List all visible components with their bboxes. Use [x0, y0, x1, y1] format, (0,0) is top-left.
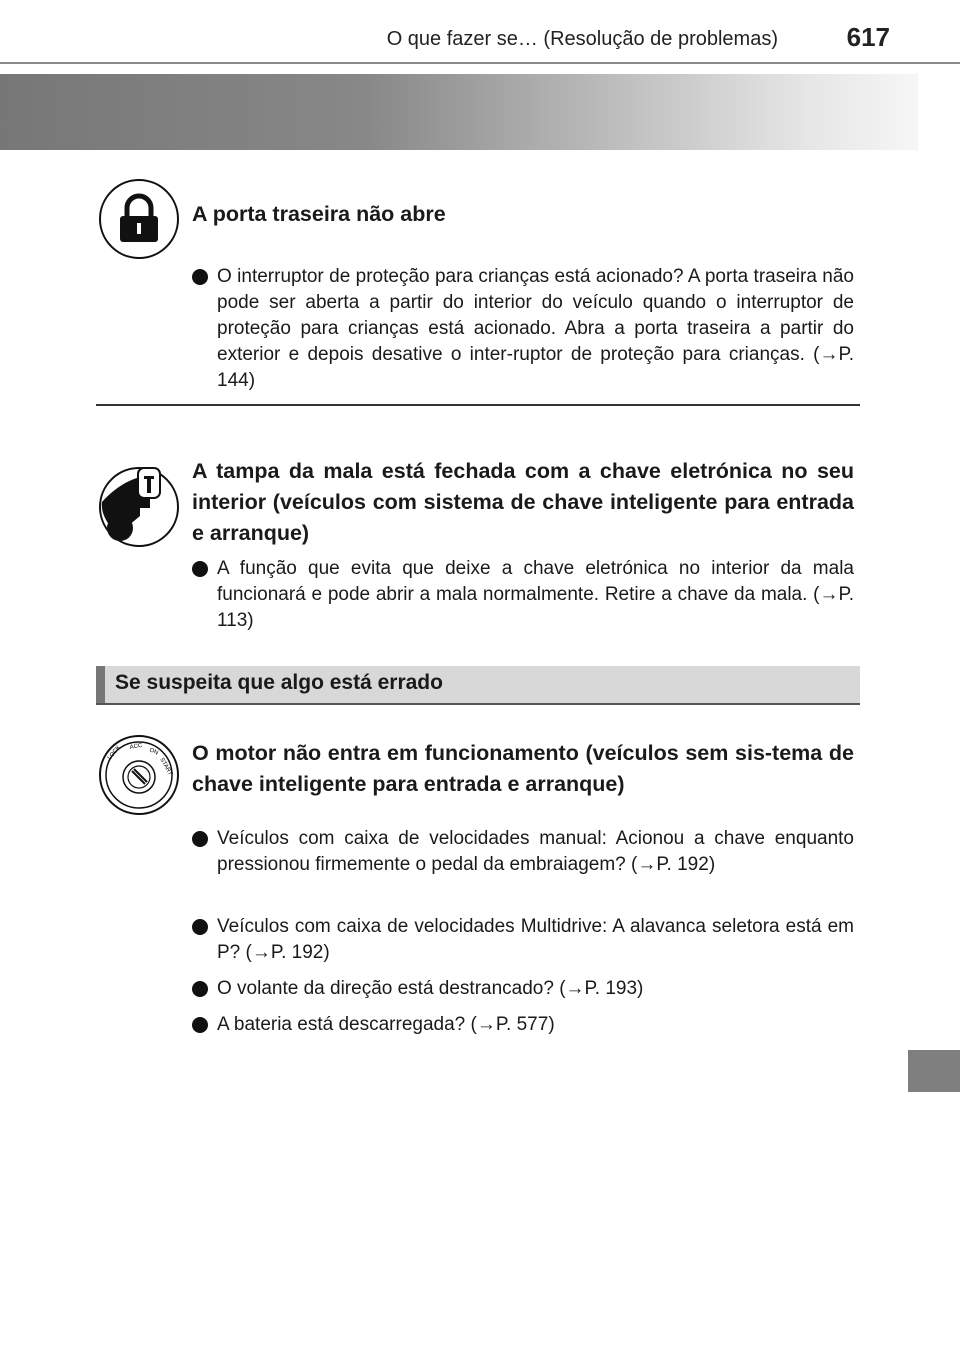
- section-heading-rear-door: A porta traseira não abre: [192, 202, 446, 226]
- list-item: [192, 1012, 854, 1038]
- ignition-label-lock: LOCK: [106, 744, 123, 762]
- header-rule: [0, 62, 960, 64]
- list-item: [192, 914, 854, 966]
- bullet-dot: [192, 269, 208, 285]
- bullet-dot: [192, 561, 208, 577]
- chapter-side-tab: [908, 1050, 960, 1092]
- ignition-label-start: START: [158, 757, 174, 777]
- list-item: [192, 556, 854, 634]
- ignition-switch-icon: [98, 734, 180, 816]
- page-number: 617: [846, 22, 890, 52]
- lock-icon: [98, 178, 180, 260]
- bullet-dot: [192, 831, 208, 847]
- subsection-band-marker: [96, 666, 105, 703]
- bullet-dot: [192, 981, 208, 997]
- bullet-dot: [192, 919, 208, 935]
- running-header-title: O que fazer se… (Resolução de problemas): [386, 28, 778, 50]
- list-item-text: Veículos com caixa de velocidades manual: Acionou a chave enquanto pressionou firmemente o pedal da embraiagem? (→P. 192): [217, 828, 854, 875]
- section-heading-trunk-key: A tampa da mala está fechada com a chave eletrónica no seu interior (veículos com sistema de chave inteligente para entrada e arranque): [192, 459, 854, 545]
- ignition-label-on: ON: [148, 747, 159, 757]
- list-item-text: A bateria está descarregada? (→P. 577): [217, 1014, 555, 1035]
- ignition-label-acc: ACC: [129, 742, 143, 751]
- list-item-text: O interruptor de proteção para crianças está acionado? A porta traseira não pode ser aberta a partir do interior do veículo quando o interruptor de proteção para crianças está acionado. Abra a porta traseira a partir do exterior e depois desative o inter-ruptor de proteção para crianças. (→P. 144): [217, 266, 854, 391]
- section-heading-engine-start: O motor não entra em funcionamento (veículos sem sis-tema de chave inteligente para entrada e arranque): [192, 741, 854, 796]
- list-item-text: A função que evita que deixe a chave eletrónica no interior da mala funcionará e pode abrir a mala normalmente. Retire a chave da mala. (→P. 113): [217, 558, 854, 631]
- bullet-dot: [192, 1017, 208, 1033]
- list-item: [192, 264, 854, 394]
- subsection-title: Se suspeita que algo está errado: [115, 671, 443, 694]
- subsection-band: [96, 666, 860, 705]
- list-item: [192, 976, 854, 1002]
- chapter-banner: [0, 74, 918, 150]
- list-item: [192, 826, 854, 878]
- section-divider: [96, 404, 860, 406]
- list-item-text: Veículos com caixa de velocidades Multidrive: A alavanca seletora está em P? (→P. 192): [217, 916, 854, 963]
- key-in-trunk-icon: [98, 466, 180, 548]
- list-item-text: O volante da direção está destrancado? (→P. 193): [217, 978, 644, 999]
